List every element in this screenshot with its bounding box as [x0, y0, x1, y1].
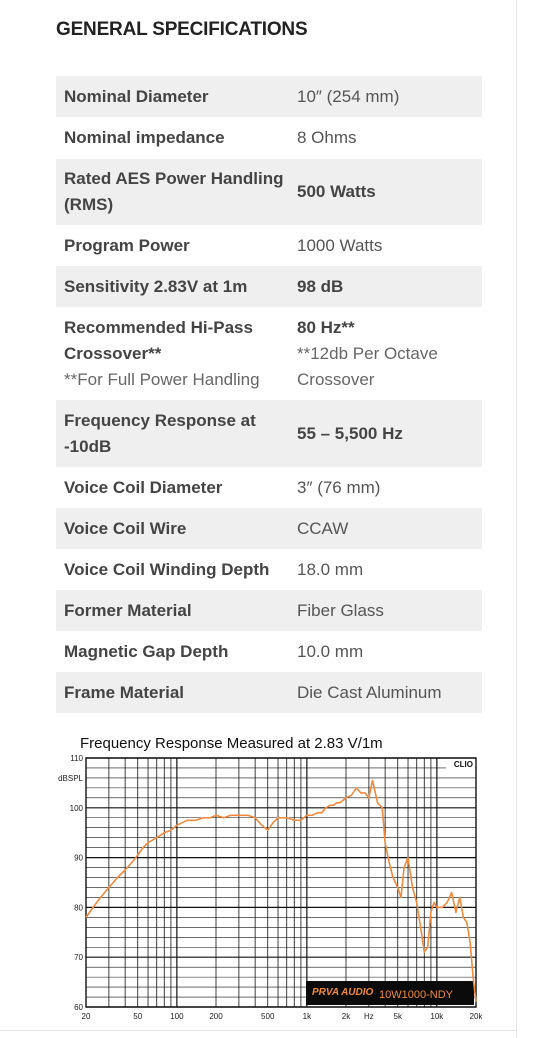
- spec-label: Sensitivity 2.83V at 1m: [64, 276, 248, 296]
- spec-label: Former Material: [64, 600, 192, 620]
- spec-row: [56, 307, 482, 400]
- y-tick-label: 110: [70, 754, 83, 763]
- spec-value-main: 80 Hz**: [297, 317, 355, 337]
- spec-value: Die Cast Aluminum: [297, 682, 442, 702]
- plot-background: [86, 758, 476, 1007]
- spec-label: Nominal Diameter: [64, 86, 209, 106]
- spec-row: [56, 266, 482, 307]
- y-tick-label: 70: [74, 953, 83, 963]
- spec-label: Frequency Response at -10dB: [64, 410, 256, 456]
- frequency-response-chart: [56, 727, 482, 1027]
- x-tick-label: 5k: [393, 1012, 402, 1021]
- spec-value-note: **12db Per Octave Crossover: [297, 343, 438, 389]
- spec-value: [290, 315, 482, 393]
- content-bottom-border: [0, 1030, 517, 1031]
- y-tick-label: 100: [69, 803, 83, 813]
- spec-label: Program Power: [64, 235, 190, 255]
- spec-value: 3″ (76 mm): [297, 477, 381, 497]
- spec-label: Rated AES Power Handling (RMS): [64, 169, 284, 214]
- spec-value: 500 Watts: [297, 182, 376, 201]
- y-axis-label: dBSPL: [58, 773, 83, 783]
- x-tick-label: 20k: [469, 1012, 482, 1021]
- spec-row: [56, 549, 482, 590]
- spec-row: [56, 672, 482, 713]
- frequency-response-svg: [56, 727, 482, 1027]
- spec-row: [56, 508, 482, 549]
- spec-value: 55 – 5,500 Hz: [297, 423, 403, 443]
- spec-value: Fiber Glass: [297, 600, 384, 620]
- y-tick-label: 90: [74, 853, 83, 863]
- clio-label: CLIO: [453, 760, 473, 769]
- x-axis-unit-label: Hz: [364, 1012, 374, 1021]
- spec-label: Nominal impedance: [64, 128, 225, 147]
- spec-row: [56, 76, 482, 117]
- model-label: 10W1000-NDY: [379, 989, 453, 1001]
- spec-value: 8 Ohms: [297, 128, 357, 147]
- chart-title: Frequency Response Measured at 2.83 V/1m: [80, 735, 383, 752]
- y-tick-label: 80: [74, 903, 83, 913]
- spec-value: 10.0 mm: [297, 641, 364, 661]
- spec-label: Voice Coil Diameter: [64, 477, 223, 497]
- spec-row: [56, 467, 482, 508]
- x-tick-label: 200: [209, 1012, 223, 1021]
- spec-value: 18.0 mm: [297, 559, 364, 579]
- spec-label: Magnetic Gap Depth: [64, 641, 229, 661]
- spec-value: CCAW: [297, 518, 349, 538]
- section-title: GENERAL SPECIFICATIONS: [56, 19, 308, 40]
- spec-row: [56, 159, 482, 225]
- spec-label: Voice Coil Winding Depth: [64, 559, 270, 579]
- spec-label-main: Recommended Hi-Pass Crossover**: [64, 317, 253, 363]
- x-tick-label: 10k: [430, 1012, 444, 1021]
- spec-label-note: **For Full Power Handling: [64, 369, 260, 389]
- brand-logo: PRVA AUDIO: [312, 987, 374, 998]
- spec-row: [56, 400, 482, 467]
- spec-row: [56, 225, 482, 266]
- x-tick-label: 20: [81, 1012, 91, 1021]
- x-tick-label: 500: [261, 1012, 275, 1021]
- content-right-border: [516, 0, 517, 1038]
- x-tick-label: 100: [170, 1012, 184, 1021]
- specifications-table: [56, 76, 482, 713]
- y-tick-label: 60: [74, 1003, 83, 1012]
- spec-row: [56, 631, 482, 672]
- spec-label: Frame Material: [64, 682, 184, 702]
- spec-row: [56, 117, 482, 159]
- x-tick-label: 2k: [341, 1012, 351, 1021]
- x-tick-label: 50: [133, 1012, 143, 1021]
- spec-label: Voice Coil Wire: [64, 518, 187, 538]
- spec-value: 98 dB: [297, 276, 344, 296]
- spec-value: 1000 Watts: [297, 235, 383, 255]
- spec-label: [56, 315, 290, 393]
- spec-value: 10″ (254 mm): [297, 86, 400, 106]
- x-tick-label: 1k: [302, 1012, 312, 1021]
- spec-row: [56, 590, 482, 631]
